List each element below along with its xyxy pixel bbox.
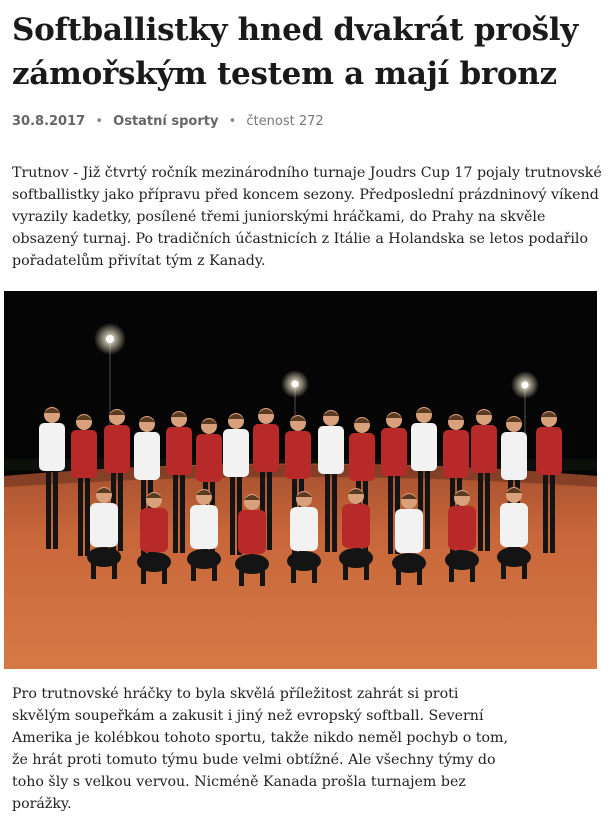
meta-separator: • bbox=[95, 114, 104, 129]
article-title: Softballistky hned dvakrát prošly zámořským testem a mají bronz bbox=[12, 12, 578, 92]
article-paragraph: Pro trutnovské hráčky to byla skvělá příležitost zahrát si proti skvělým soupeřkám a zakusit i jiný než evropský softball. Severní Amerika je kolébkou tohoto sportu, takže nikdo neměl pochyb o tom, že hrát proti tomuto týmu bude velmi obtížné. Ale všechny týmy do toho šly s velkou vervou. Nicméně Kanada prošla turnajem bez porážky. bbox=[12, 686, 508, 812]
article-category-link[interactable]: Ostatní sporty bbox=[113, 114, 219, 129]
team-photo bbox=[4, 291, 597, 669]
article-readership: čtenost 272 bbox=[246, 114, 324, 129]
team-photo-image bbox=[4, 291, 597, 669]
article-lead: Trutnov - Již čtvrtý ročník mezinárodního turnaje Joudrs Cup 17 pojaly trutnovské softballistky jako přípravu před koncem sezony. Předposlední prázdninový víkend vyrazily kadetky, posílené třemi juniorskými hráčkami, do Prahy na skvěle obsazený turnaj. Po tradičních účastnicích z Itálie a Holandska se letos podařilo pořadatelům přivítat tým z Kanady. bbox=[12, 165, 602, 269]
meta-separator: • bbox=[228, 114, 237, 129]
article-date: 30.8.2017 bbox=[12, 114, 86, 129]
article-meta bbox=[12, 114, 324, 129]
